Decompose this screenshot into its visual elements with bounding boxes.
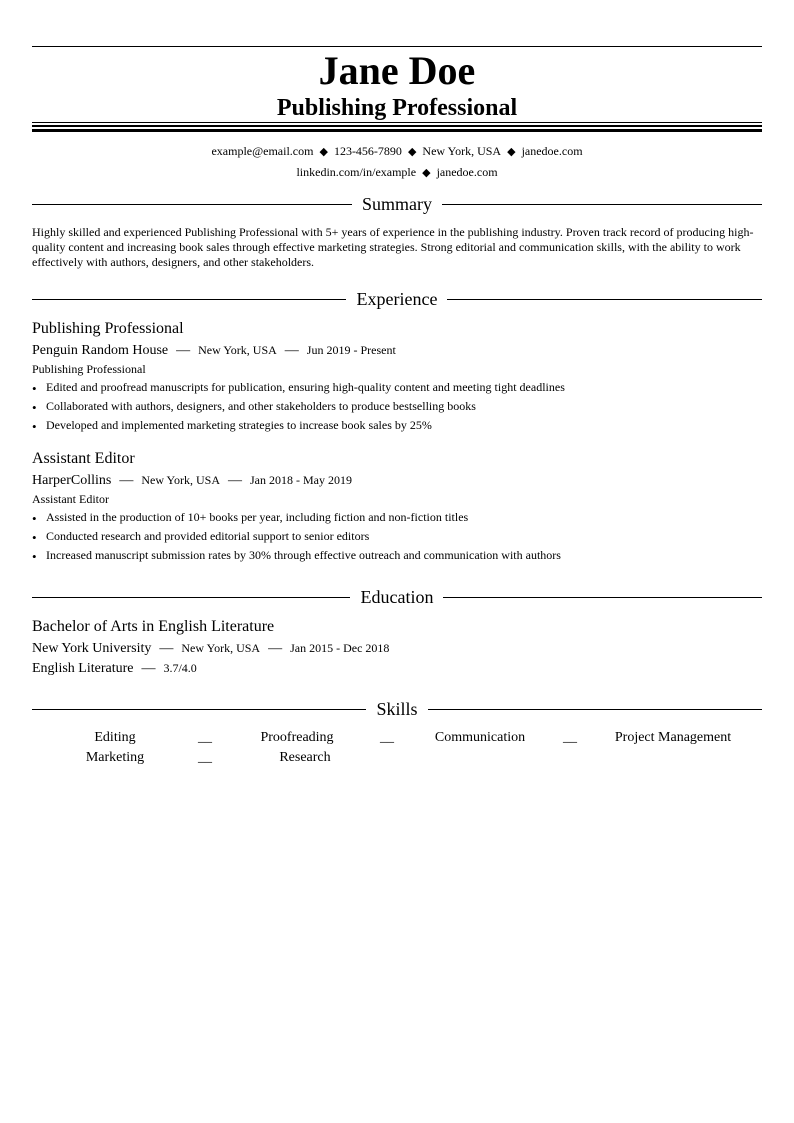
- skill-separator: __: [198, 750, 212, 765]
- school: New York University: [32, 641, 152, 656]
- education-heading-label: Education: [351, 587, 444, 607]
- summary-heading-label: Summary: [352, 194, 442, 214]
- contact-website[interactable]: janedoe.com: [521, 144, 583, 158]
- skill-separator: __: [380, 730, 394, 745]
- education-field: [32, 659, 197, 678]
- job-meta: [32, 341, 396, 360]
- skill-item: Communication: [434, 730, 526, 745]
- school-location: New York, USA: [181, 641, 261, 655]
- education-meta: [32, 639, 389, 658]
- header-rule-thin: [32, 122, 762, 123]
- dash-separator: —: [284, 343, 299, 358]
- candidate-name: Jane Doe: [318, 48, 476, 93]
- diamond-separator-icon: ◆: [407, 146, 417, 158]
- contact-line-1: [32, 143, 762, 160]
- diamond-separator-icon: ◆: [507, 146, 516, 158]
- skill-item: Marketing: [85, 750, 145, 765]
- job-meta: [32, 471, 352, 490]
- contact-website-2[interactable]: janedoe.com: [436, 165, 498, 179]
- diamond-separator-icon: ◆: [422, 167, 431, 179]
- skills-heading-label: Skills: [366, 699, 427, 719]
- job-dates: Jan 2018 - May 2019: [250, 473, 353, 487]
- summary-heading: [32, 193, 762, 215]
- list-item: • Increased manuscript submission rates by 30% through effective outreach and communication with authors: [32, 546, 762, 565]
- list-item: • Edited and proofread manuscripts for publication, ensuring high-quality content and meeting tight deadlines: [32, 378, 762, 397]
- education-heading: [32, 586, 762, 608]
- contact-location: New York, USA: [422, 144, 502, 158]
- dash-separator: —: [119, 473, 134, 488]
- degree: Bachelor of Arts in English Literature: [32, 618, 275, 635]
- contact-email[interactable]: example@email.com: [211, 144, 314, 158]
- list-item: • Assisted in the production of 10+ books per year, including fiction and non-fiction titles: [32, 508, 762, 527]
- field-of-study: English Literature: [32, 661, 134, 676]
- job-location: New York, USA: [141, 473, 221, 487]
- dash-separator: —: [228, 473, 243, 488]
- list-item: • Collaborated with authors, designers, and other stakeholders to produce bestselling books: [32, 397, 762, 416]
- diamond-separator-icon: ◆: [319, 146, 328, 158]
- job-bullets: [32, 378, 762, 435]
- dash-separator: —: [141, 661, 156, 676]
- job-company: HarperCollins: [32, 473, 112, 488]
- experience-heading: [32, 288, 762, 310]
- job-dates: Jun 2019 - Present: [306, 343, 396, 357]
- skill-separator: __: [563, 730, 577, 745]
- skills-heading: [32, 698, 762, 720]
- skill-item: Editing: [94, 730, 136, 745]
- top-rule: [32, 46, 762, 47]
- skill-item: Research: [279, 750, 331, 765]
- list-item: • Developed and implemented marketing strategies to increase book sales by 25%: [32, 416, 762, 435]
- job-role: Assistant Editor: [32, 492, 109, 506]
- skill-item: Proofreading: [260, 730, 334, 745]
- dash-separator: —: [268, 641, 283, 656]
- skill-separator: __: [198, 730, 212, 745]
- experience-heading-label: Experience: [347, 289, 448, 309]
- education-dates: Jan 2015 - Dec 2018: [290, 641, 390, 655]
- gpa: 3.7/4.0: [163, 661, 197, 675]
- header-rule-thick: [32, 129, 762, 132]
- job-location: New York, USA: [198, 343, 277, 357]
- skill-item: Project Management: [614, 730, 732, 745]
- dash-separator: —: [159, 641, 174, 656]
- candidate-title: Publishing Professional: [276, 95, 518, 121]
- header-rule-medium: [32, 125, 762, 127]
- job-title: Assistant Editor: [32, 450, 135, 467]
- job-title: Publishing Professional: [32, 320, 184, 337]
- job-bullets: [32, 508, 762, 565]
- list-item: • Conducted research and provided editorial support to senior editors: [32, 527, 762, 546]
- job-company: Penguin Random House: [32, 343, 169, 358]
- contact-linkedin[interactable]: linkedin.com/in/example: [296, 165, 417, 179]
- contact-phone[interactable]: 123-456-7890: [333, 144, 402, 158]
- summary-text: Highly skilled and experienced Publishing Professional with 5+ years of experience in the publishing industry. Proven track record of producing high-quality content and increasing book sales through effective marketing strategies. Strong editorial and communication skills, with the ability to work effectively with authors, designers, and other stakeholders.: [32, 225, 754, 269]
- contact-line-2: [32, 164, 762, 181]
- job-role: Publishing Professional: [32, 362, 146, 376]
- dash-separator: —: [176, 343, 191, 358]
